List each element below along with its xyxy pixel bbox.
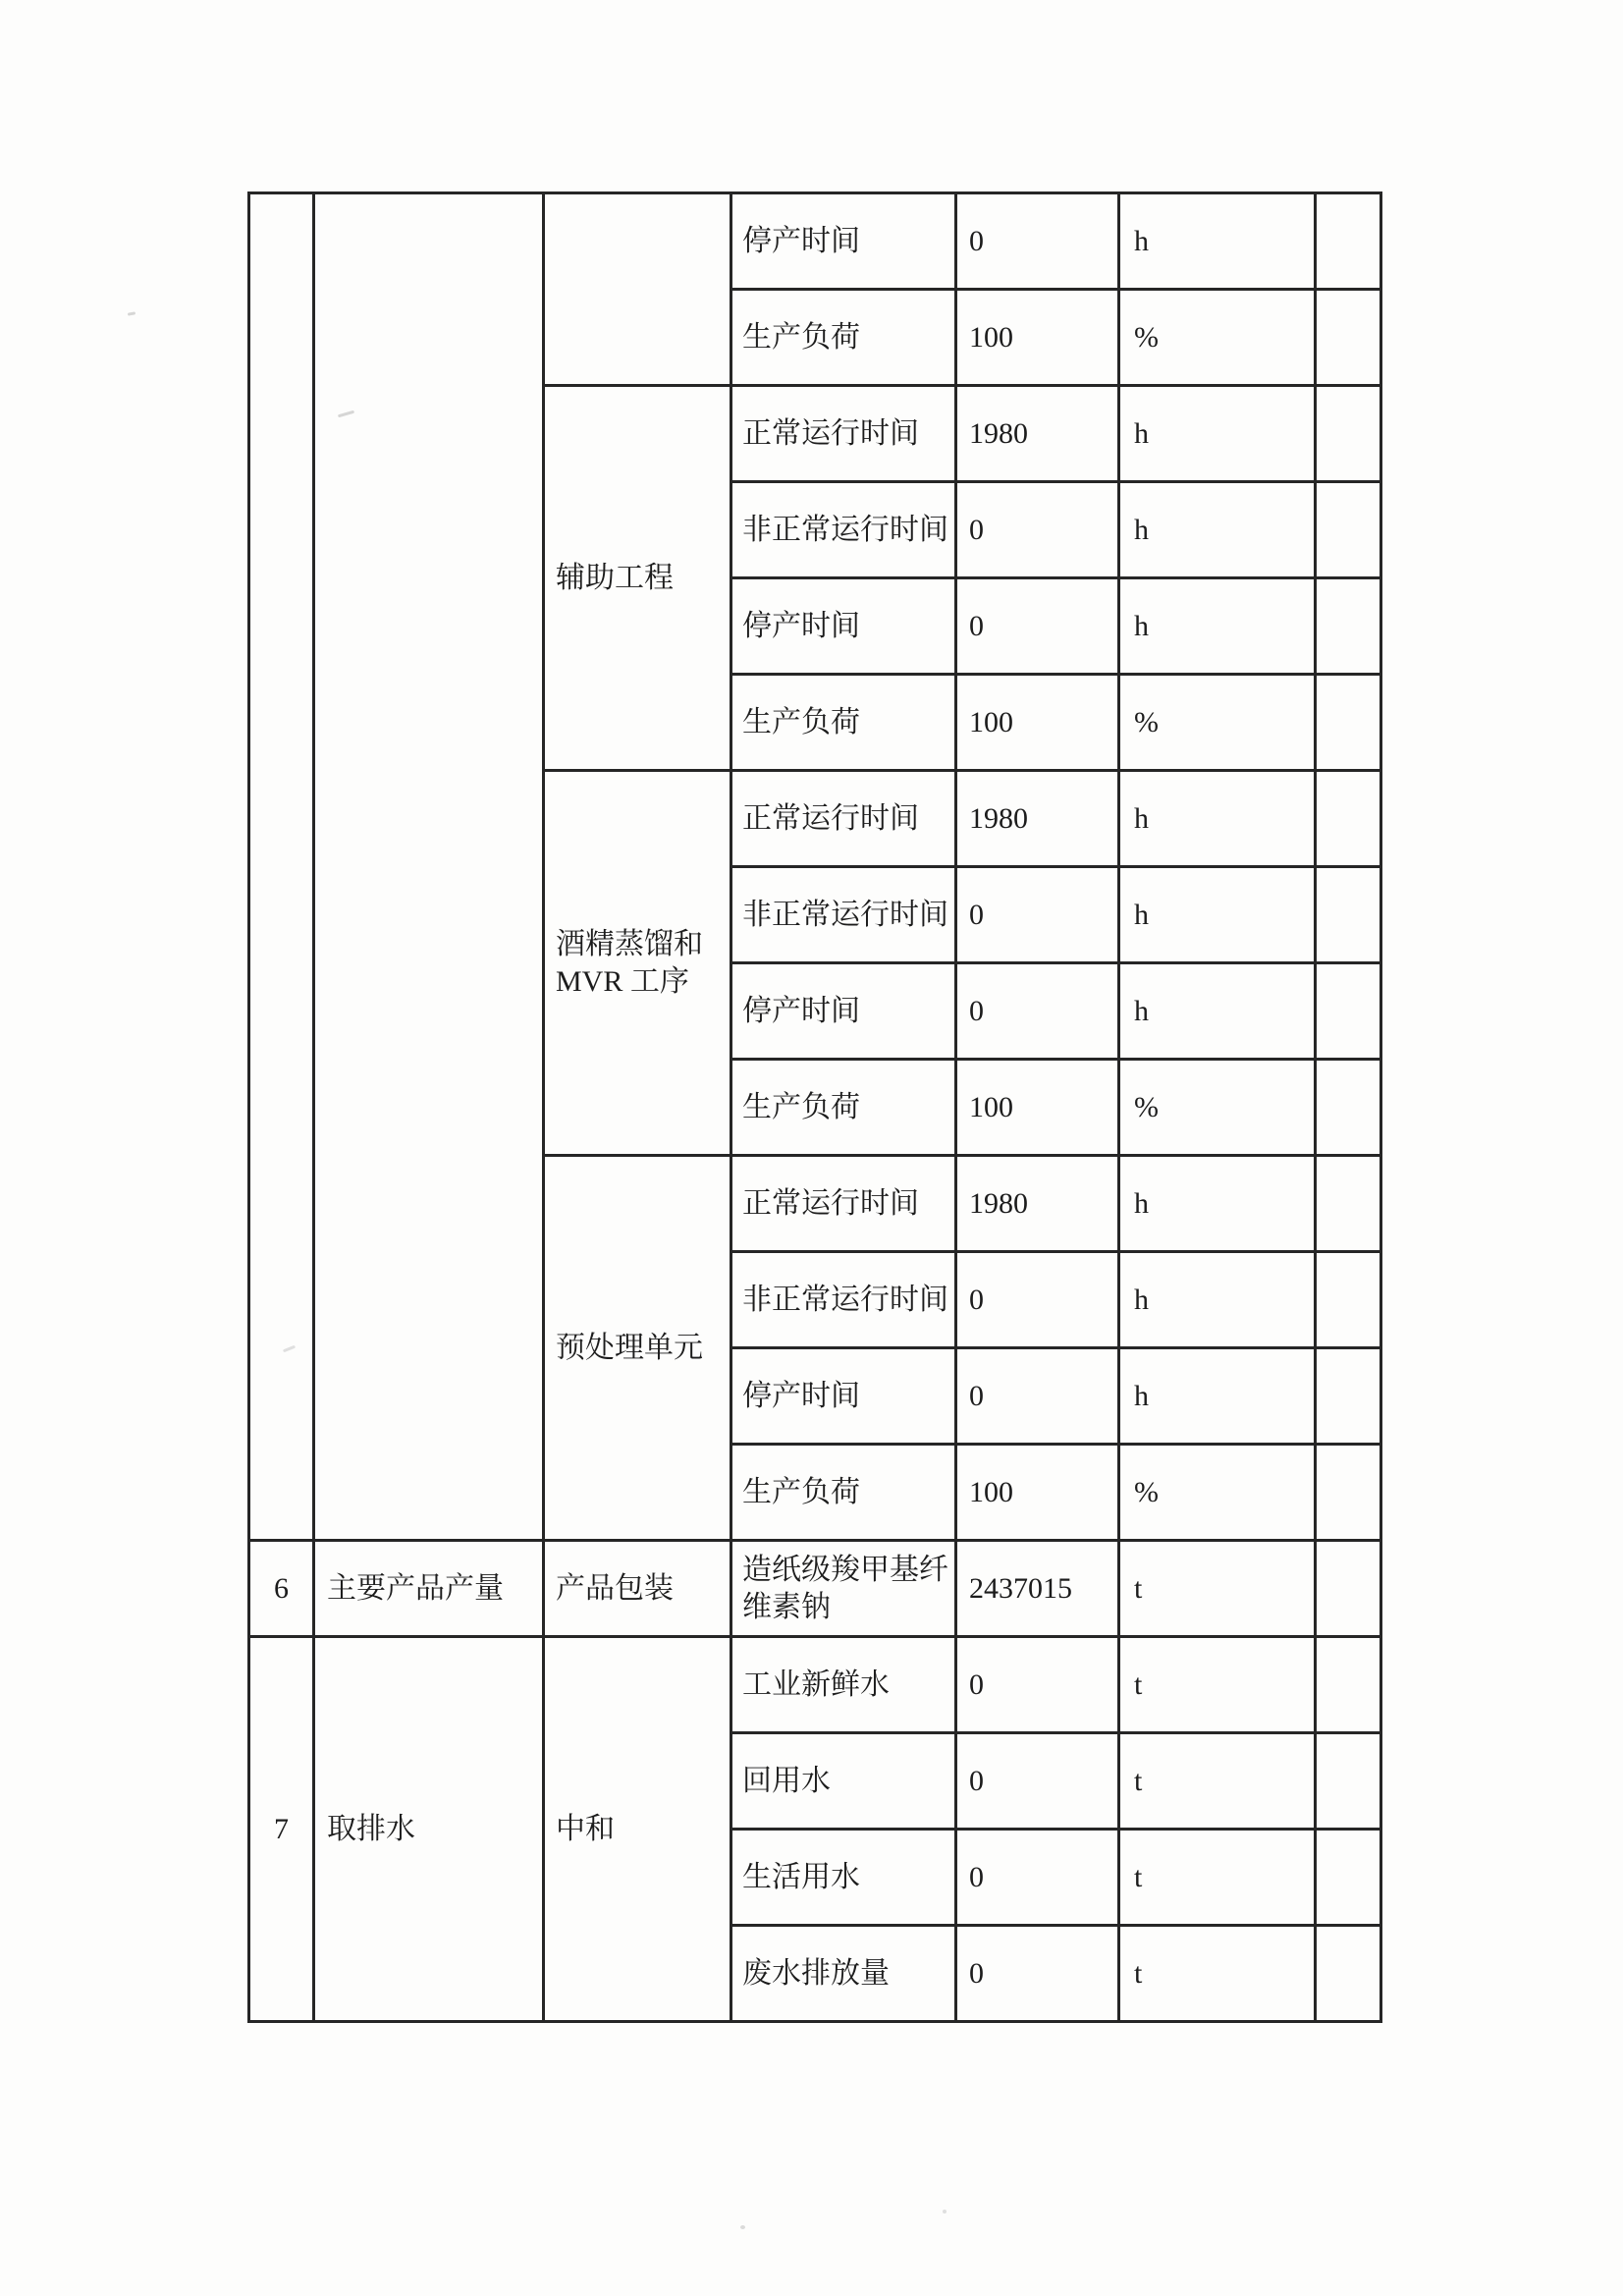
- remark-cell-empty: [1316, 675, 1381, 771]
- production-statistics-table: [247, 191, 1382, 2023]
- indicator-cell: 停产时间: [731, 963, 956, 1060]
- indicator-cell: 回用水: [731, 1733, 956, 1830]
- indicator-cell: 正常运行时间: [731, 1156, 956, 1252]
- indicator-cell: 非正常运行时间: [731, 482, 956, 578]
- scan-speck: [740, 2225, 745, 2229]
- value-cell: 0: [956, 1348, 1119, 1445]
- value-cell: 0: [956, 193, 1119, 290]
- process-cell-empty: [544, 193, 731, 386]
- unit-cell: t: [1119, 1541, 1316, 1637]
- remark-cell-empty: [1316, 1830, 1381, 1926]
- remark-cell-empty: [1316, 771, 1381, 867]
- seq-cell-empty: [249, 193, 314, 1541]
- table-row: [249, 193, 1381, 290]
- value-cell: 0: [956, 482, 1119, 578]
- value-cell: 1980: [956, 386, 1119, 482]
- value-cell: 100: [956, 1060, 1119, 1156]
- value-cell: 1980: [956, 1156, 1119, 1252]
- value-cell: 0: [956, 578, 1119, 675]
- remark-cell-empty: [1316, 1156, 1381, 1252]
- unit-cell: t: [1119, 1733, 1316, 1830]
- value-cell: 2437015: [956, 1541, 1119, 1637]
- remark-cell-empty: [1316, 386, 1381, 482]
- seq-cell: 6: [249, 1541, 314, 1637]
- value-cell: 0: [956, 1637, 1119, 1733]
- value-cell: 100: [956, 1445, 1119, 1541]
- table-row: [249, 1637, 1381, 1733]
- value-cell: 0: [956, 867, 1119, 963]
- indicator-cell: 停产时间: [731, 1348, 956, 1445]
- table-row: [249, 1541, 1381, 1637]
- remark-cell-empty: [1316, 193, 1381, 290]
- remark-cell-empty: [1316, 1926, 1381, 2022]
- remark-cell-empty: [1316, 1445, 1381, 1541]
- seq-cell: 7: [249, 1637, 314, 2022]
- process-cell-auxiliary: 辅助工程: [544, 386, 731, 771]
- remark-cell-empty: [1316, 1060, 1381, 1156]
- indicator-cell: 生产负荷: [731, 1060, 956, 1156]
- unit-cell: %: [1119, 675, 1316, 771]
- unit-cell: %: [1119, 1445, 1316, 1541]
- category-cell: 主要产品产量: [314, 1541, 544, 1637]
- unit-cell: t: [1119, 1830, 1316, 1926]
- unit-cell: t: [1119, 1926, 1316, 2022]
- value-cell: 0: [956, 1926, 1119, 2022]
- remark-cell-empty: [1316, 290, 1381, 386]
- value-cell: 1980: [956, 771, 1119, 867]
- indicator-cell: 生产负荷: [731, 290, 956, 386]
- scan-speck: [128, 311, 135, 315]
- indicator-cell: 停产时间: [731, 578, 956, 675]
- unit-cell: %: [1119, 290, 1316, 386]
- unit-cell: h: [1119, 1156, 1316, 1252]
- remark-cell-empty: [1316, 578, 1381, 675]
- value-cell: 0: [956, 1830, 1119, 1926]
- category-cell: 取排水: [314, 1637, 544, 2022]
- unit-cell: h: [1119, 1348, 1316, 1445]
- unit-cell: %: [1119, 1060, 1316, 1156]
- value-cell: 0: [956, 963, 1119, 1060]
- unit-cell: h: [1119, 482, 1316, 578]
- indicator-cell: 非正常运行时间: [731, 1252, 956, 1348]
- indicator-cell: 非正常运行时间: [731, 867, 956, 963]
- indicator-cell: 工业新鲜水: [731, 1637, 956, 1733]
- unit-cell: h: [1119, 1252, 1316, 1348]
- value-cell: 100: [956, 675, 1119, 771]
- indicator-cell: 生活用水: [731, 1830, 956, 1926]
- value-cell: 100: [956, 290, 1119, 386]
- remark-cell-empty: [1316, 963, 1381, 1060]
- value-cell: 0: [956, 1252, 1119, 1348]
- process-cell-neutralization: 中和: [544, 1637, 731, 2022]
- remark-cell-empty: [1316, 1733, 1381, 1830]
- unit-cell: h: [1119, 578, 1316, 675]
- process-cell-packaging: 产品包装: [544, 1541, 731, 1637]
- unit-cell: h: [1119, 771, 1316, 867]
- indicator-cell: 废水排放量: [731, 1926, 956, 2022]
- indicator-cell: 正常运行时间: [731, 386, 956, 482]
- remark-cell-empty: [1316, 1348, 1381, 1445]
- indicator-cell: 停产时间: [731, 193, 956, 290]
- indicator-cell: 生产负荷: [731, 675, 956, 771]
- process-cell-mvr: 酒精蒸馏和MVR 工序: [544, 771, 731, 1156]
- process-cell-pretreatment: 预处理单元: [544, 1156, 731, 1541]
- remark-cell-empty: [1316, 482, 1381, 578]
- unit-cell: h: [1119, 867, 1316, 963]
- remark-cell-empty: [1316, 1637, 1381, 1733]
- indicator-cell: 生产负荷: [731, 1445, 956, 1541]
- remark-cell-empty: [1316, 1252, 1381, 1348]
- indicator-cell: 正常运行时间: [731, 771, 956, 867]
- unit-cell: h: [1119, 386, 1316, 482]
- remark-cell-empty: [1316, 1541, 1381, 1637]
- unit-cell: t: [1119, 1637, 1316, 1733]
- value-cell: 0: [956, 1733, 1119, 1830]
- unit-cell: h: [1119, 193, 1316, 290]
- scan-speck: [943, 2210, 947, 2214]
- remark-cell-empty: [1316, 867, 1381, 963]
- indicator-cell: 造纸级羧甲基纤维素钠: [731, 1541, 956, 1637]
- unit-cell: h: [1119, 963, 1316, 1060]
- category-cell-empty: [314, 193, 544, 1541]
